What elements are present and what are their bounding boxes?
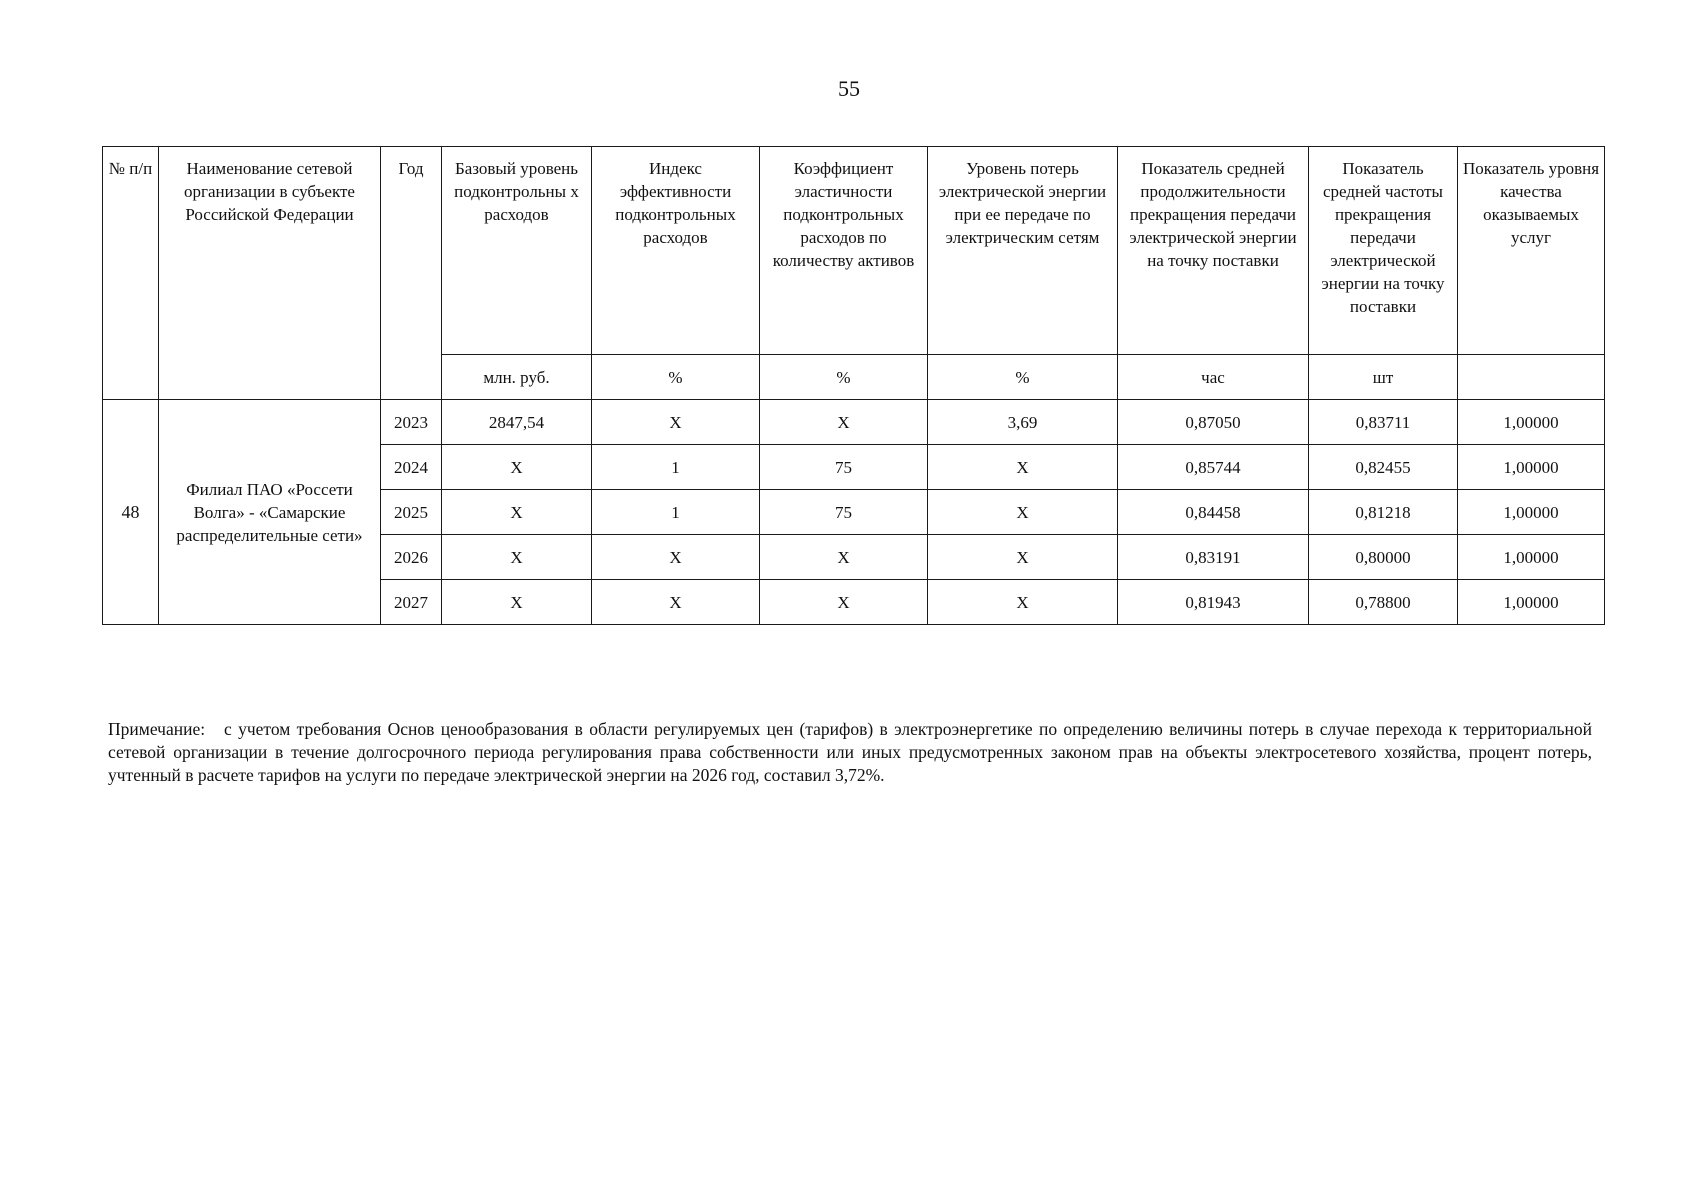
header-row-number: № п/п — [103, 147, 159, 400]
elasticity-coefficient-cell: X — [760, 535, 928, 580]
interruption-duration-cell: 0,84458 — [1118, 490, 1309, 535]
unit-interruption-duration: час — [1118, 355, 1309, 400]
year-cell: 2023 — [381, 400, 442, 445]
unit-base-expenses: млн. руб. — [442, 355, 592, 400]
service-quality-cell: 1,00000 — [1458, 400, 1605, 445]
footnote-text: с учетом требования Основ ценообразования в области регулируемых цен (тарифов) в электроэнергетике по определению величины потерь в случае перехода к территориальной сетевой организации в течение долгосрочного периода регулирования права собственности или иных предусмотренных законом прав на объекты электросетевого хозяйства, процент потерь, учтенный в расчете тарифов на услуги по передаче электрической энергии на 2026 год, составил 3,72%. — [108, 719, 1592, 785]
efficiency-index-cell: X — [592, 580, 760, 625]
footnote — [108, 718, 1592, 787]
interruption-duration-cell: 0,83191 — [1118, 535, 1309, 580]
header-year: Год — [381, 147, 442, 400]
footnote-label: Примечание: — [108, 719, 206, 739]
header-interruption-duration: Показатель средней продолжительности прекращения передачи электрической энергии на точку поставки — [1118, 147, 1309, 355]
service-quality-cell: 1,00000 — [1458, 580, 1605, 625]
unit-efficiency-index: % — [592, 355, 760, 400]
interruption-duration-cell: 0,85744 — [1118, 445, 1309, 490]
year-cell: 2025 — [381, 490, 442, 535]
service-quality-cell: 1,00000 — [1458, 490, 1605, 535]
unit-interruption-frequency: шт — [1309, 355, 1458, 400]
base-expenses-cell: 2847,54 — [442, 400, 592, 445]
losses-level-cell: X — [928, 580, 1118, 625]
table-row — [103, 400, 1605, 445]
interruption-duration-cell: 0,87050 — [1118, 400, 1309, 445]
base-expenses-cell: X — [442, 535, 592, 580]
efficiency-index-cell: X — [592, 400, 760, 445]
interruption-frequency-cell: 0,81218 — [1309, 490, 1458, 535]
efficiency-index-cell: X — [592, 535, 760, 580]
losses-level-cell: X — [928, 535, 1118, 580]
year-cell: 2024 — [381, 445, 442, 490]
page-number: 55 — [838, 76, 860, 101]
efficiency-index-cell: 1 — [592, 445, 760, 490]
elasticity-coefficient-cell: X — [760, 400, 928, 445]
organization-name-cell: Филиал ПАО «Россети Волга» - «Самарские распределительные сети» — [159, 400, 381, 625]
base-expenses-cell: X — [442, 445, 592, 490]
unit-service-quality — [1458, 355, 1605, 400]
year-cell: 2027 — [381, 580, 442, 625]
base-expenses-cell: X — [442, 490, 592, 535]
interruption-frequency-cell: 0,80000 — [1309, 535, 1458, 580]
interruption-duration-cell: 0,81943 — [1118, 580, 1309, 625]
elasticity-coefficient-cell: 75 — [760, 445, 928, 490]
interruption-frequency-cell: 0,82455 — [1309, 445, 1458, 490]
service-quality-cell: 1,00000 — [1458, 535, 1605, 580]
header-elasticity-coefficient: Коэффициент эластичности подконтрольных расходов по количеству активов — [760, 147, 928, 355]
losses-level-cell: X — [928, 490, 1118, 535]
interruption-frequency-cell: 0,83711 — [1309, 400, 1458, 445]
header-efficiency-index: Индекс эффективности подконтрольных расходов — [592, 147, 760, 355]
unit-losses-level: % — [928, 355, 1118, 400]
efficiency-index-cell: 1 — [592, 490, 760, 535]
elasticity-coefficient-cell: X — [760, 580, 928, 625]
elasticity-coefficient-cell: 75 — [760, 490, 928, 535]
header-losses-level: Уровень потерь электрической энергии при ее передаче по электрическим сетям — [928, 147, 1118, 355]
row-number-cell: 48 — [103, 400, 159, 625]
unit-elasticity-coefficient: % — [760, 355, 928, 400]
year-cell: 2026 — [381, 535, 442, 580]
losses-level-cell: X — [928, 445, 1118, 490]
header-base-expenses: Базовый уровень подконтрольны х расходов — [442, 147, 592, 355]
base-expenses-cell: X — [442, 580, 592, 625]
header-interruption-frequency: Показатель средней частоты прекращения передачи электрической энергии на точку поставки — [1309, 147, 1458, 355]
header-organization: Наименование сетевой организации в субъекте Российской Федерации — [159, 147, 381, 400]
header-service-quality: Показатель уровня качества оказываемых услуг — [1458, 147, 1605, 355]
losses-level-cell: 3,69 — [928, 400, 1118, 445]
service-quality-cell: 1,00000 — [1458, 445, 1605, 490]
tariff-parameters-table — [102, 146, 1605, 625]
interruption-frequency-cell: 0,78800 — [1309, 580, 1458, 625]
table-header-row — [103, 147, 1605, 355]
